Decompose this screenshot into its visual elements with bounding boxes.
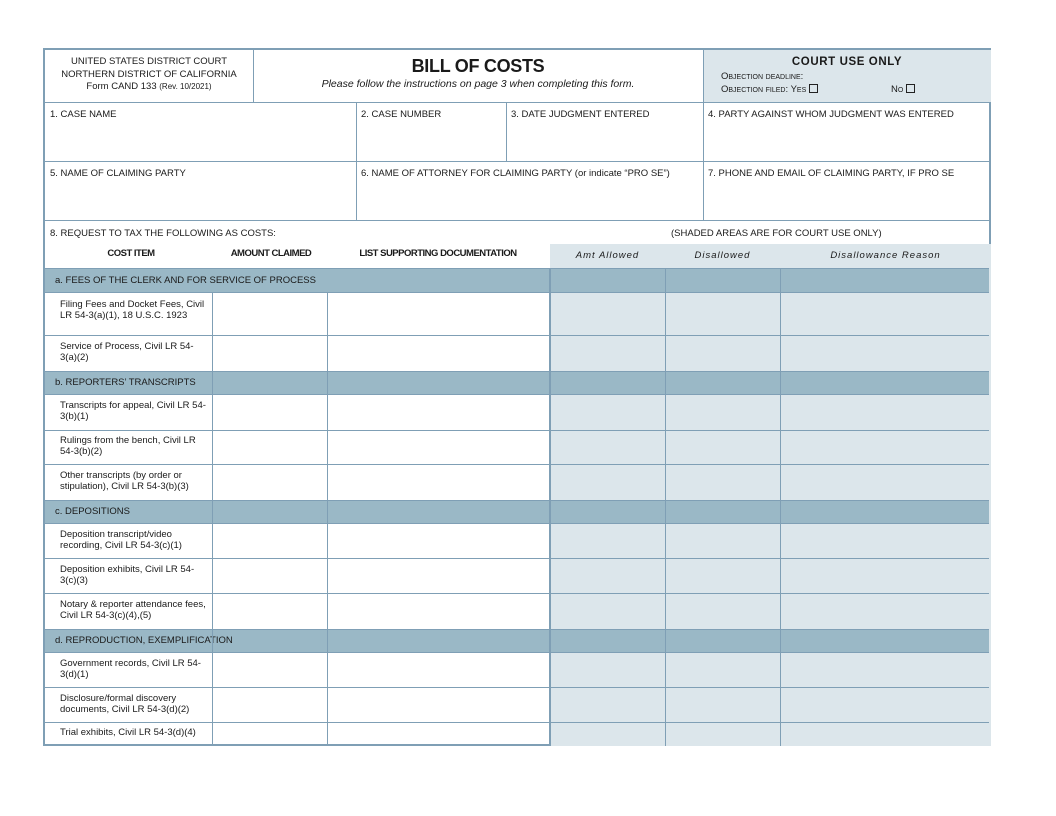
rule	[356, 102, 357, 161]
cost-item-b1: Transcripts for appeal, Civil LR 54-3(b)(1)	[60, 400, 206, 422]
attorney-field[interactable]	[356, 161, 703, 220]
rule	[549, 268, 551, 746]
rule	[45, 629, 989, 630]
rule	[45, 593, 989, 594]
rule	[703, 102, 704, 161]
rule	[45, 161, 989, 162]
court-use-title: COURT USE ONLY	[791, 56, 903, 68]
case-number-field[interactable]	[356, 102, 506, 161]
rule	[45, 523, 989, 524]
rule	[665, 268, 666, 746]
phone-email-label: 7. PHONE AND EMAIL OF CLAIMING PARTY, IF PRO SE	[708, 168, 955, 179]
col-disallowance-reason: Disallowance Reason	[780, 244, 991, 268]
cost-item-d1: Government records, Civil LR 54-3(d)(1)	[60, 658, 201, 680]
cost-item-b3: Other transcripts (by order or stipulation), Civil LR 54-3(b)(3)	[60, 470, 189, 492]
col-documentation: LIST SUPPORTING DOCUMENTATION	[359, 248, 517, 259]
no-option	[891, 83, 915, 96]
rule	[703, 161, 704, 220]
case-name-label: 1. CASE NAME	[50, 109, 117, 120]
section-c-label: c. DEPOSITIONS	[55, 506, 130, 517]
col-cost-item: COST ITEM	[107, 248, 155, 259]
rule	[45, 430, 989, 431]
court-line-1: UNITED STATES DISTRICT COURT	[70, 56, 228, 67]
rule	[45, 102, 989, 103]
cost-item-d3: Trial exhibits, Civil LR 54-3(d)(4)	[60, 727, 196, 738]
col-amount-claimed: AMOUNT CLAIMED	[230, 248, 312, 259]
party-against-field[interactable]	[703, 102, 991, 161]
rule	[45, 292, 989, 293]
rule	[45, 558, 989, 559]
case-name-field[interactable]	[45, 102, 356, 161]
cost-item-a2: Service of Process, Civil LR 54-3(a)(2)	[60, 341, 194, 363]
col-disallowed: Disallowed	[665, 244, 780, 268]
objection-no-checkbox[interactable]	[906, 84, 915, 93]
rule	[45, 500, 989, 501]
objection-filed-label: Objection filed: Yes	[721, 84, 807, 95]
form-revision: (Rev. 10/2021)	[159, 82, 212, 91]
rule	[45, 687, 989, 688]
attorney-label: 6. NAME OF ATTORNEY FOR CLAIMING PARTY (or indicate “PRO SE”)	[361, 168, 670, 179]
court-info	[45, 50, 253, 102]
court-line-2: NORTHERN DISTRICT OF CALIFORNIA	[61, 68, 237, 80]
rule	[45, 220, 989, 221]
rule	[45, 722, 989, 723]
cost-item-b2: Rulings from the bench, Civil LR 54-3(b)(2)	[60, 435, 196, 457]
rule	[45, 371, 989, 372]
rule	[356, 161, 357, 220]
shaded-areas-note: (SHADED AREAS ARE FOR COURT USE ONLY)	[671, 228, 882, 239]
rule	[703, 50, 704, 102]
date-judgment-label: 3. DATE JUDGMENT ENTERED	[511, 109, 650, 120]
rule	[45, 652, 989, 653]
form-number	[45, 81, 253, 94]
case-number-label: 2. CASE NUMBER	[361, 109, 442, 120]
section-b-label: b. REPORTERS’ TRANSCRIPTS	[55, 377, 196, 388]
objection-filed-row	[721, 83, 991, 96]
objection-deadline-label: Objection deadline:	[721, 71, 804, 82]
no-label: No	[891, 84, 904, 95]
rule	[45, 394, 989, 395]
section-d-label: d. REPRODUCTION, EXEMPLIFICATION	[55, 635, 233, 646]
objection-yes-checkbox[interactable]	[809, 84, 818, 93]
section-band-c	[45, 500, 989, 523]
cost-item-a1: Filing Fees and Docket Fees, Civil LR 54-3(a)(1), 18 U.S.C. 1923	[60, 299, 205, 321]
rule	[327, 292, 328, 746]
phone-email-field[interactable]	[703, 161, 991, 220]
rule	[212, 292, 213, 746]
cost-item-c1: Deposition transcript/video recording, Civil LR 54-3(c)(1)	[60, 529, 182, 551]
bill-of-costs-form	[43, 48, 991, 746]
cost-item-d2: Disclosure/formal discovery documents, Civil LR 54-3(d)(2)	[60, 693, 190, 715]
court-use-only-box	[703, 50, 991, 102]
rule	[780, 268, 781, 746]
cost-item-c3: Notary & reporter attendance fees, Civil LR 54-3(c)(4),(5)	[60, 599, 206, 621]
rule	[45, 464, 989, 465]
claiming-party-field[interactable]	[45, 161, 356, 220]
party-against-label: 4. PARTY AGAINST WHOM JUDGMENT WAS ENTERED	[708, 109, 954, 120]
form-number-text: Form CAND 133	[86, 81, 157, 92]
rule	[253, 50, 254, 102]
date-judgment-field[interactable]	[506, 102, 703, 161]
section-band-a	[45, 269, 989, 292]
section-band-b	[45, 371, 989, 394]
claiming-party-label: 5. NAME OF CLAIMING PARTY	[50, 168, 186, 179]
rule	[506, 102, 507, 161]
title-block	[253, 50, 703, 102]
section-band-d	[45, 629, 989, 652]
section-a-label: a. FEES OF THE CLERK AND FOR SERVICE OF PROCESS	[55, 275, 316, 286]
cost-item-c2: Deposition exhibits, Civil LR 54-3(c)(3)	[60, 564, 195, 586]
rule	[45, 335, 989, 336]
col-amt-allowed: Amt Allowed	[550, 244, 665, 268]
rule	[45, 268, 989, 269]
page-title: BILL OF COSTS	[411, 56, 545, 76]
instructions-note: Please follow the instructions on page 3 when completing this form.	[321, 78, 635, 90]
request-label: 8. REQUEST TO TAX THE FOLLOWING AS COSTS:	[50, 228, 276, 239]
